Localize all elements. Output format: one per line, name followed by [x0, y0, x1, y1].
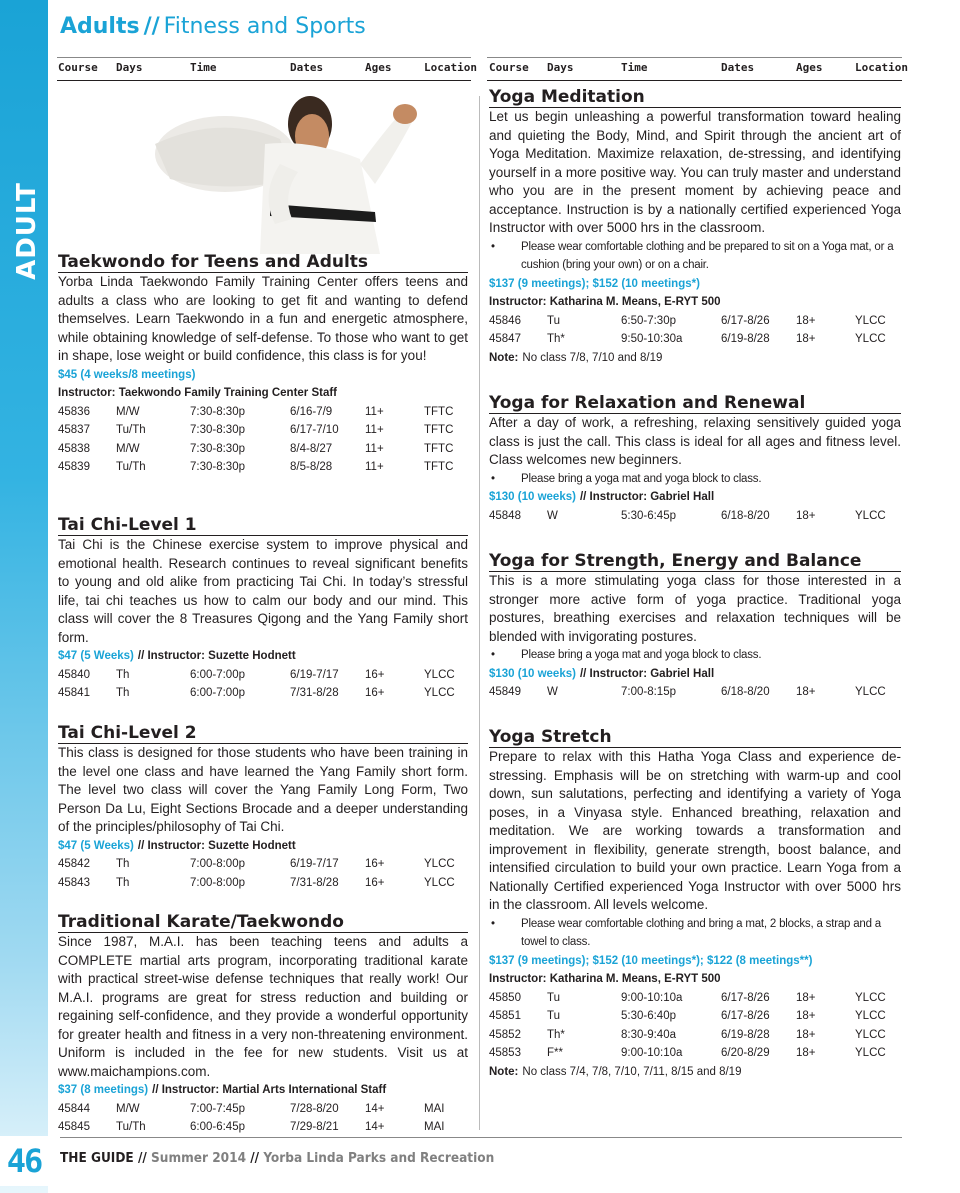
class-fee: [58, 1081, 468, 1100]
class-instructor: // Instructor: Suzette Hodnett: [137, 839, 296, 852]
age-range: 18+: [796, 1047, 816, 1059]
class-dates: 6/19-7/17: [290, 858, 339, 870]
table-row: [58, 666, 468, 685]
class-instructor: // Instructor: Gabriel Hall: [579, 667, 715, 680]
class-instructor: // Instructor: Gabriel Hall: [579, 491, 715, 503]
meeting-days: Th*: [547, 333, 565, 345]
course-number: 45843: [58, 876, 90, 889]
class-time: 7:00-8:00p: [190, 858, 245, 870]
class-fee: [58, 366, 468, 385]
col-ages: Ages: [796, 61, 823, 74]
table-row: [489, 1026, 901, 1045]
col-time: Time: [190, 61, 217, 74]
table-row: [58, 1100, 468, 1119]
class-note: [489, 1063, 901, 1082]
section-tab-label: ADULT: [11, 182, 42, 280]
class-fee: [489, 275, 901, 294]
col-dates: Dates: [721, 61, 755, 74]
class-dates: 6/18-8/20: [721, 686, 770, 698]
age-range: 18+: [796, 314, 816, 327]
location-code: YLCC: [855, 333, 886, 345]
course-number: 45850: [489, 991, 521, 1004]
course-number: 45837: [58, 424, 90, 436]
class-fee: [489, 488, 901, 507]
class-time: 5:30-6:40p: [621, 1010, 676, 1022]
class-listing: [58, 252, 468, 477]
class-time: 7:30-8:30p: [190, 424, 245, 436]
class-fee-amount: $137 (9 meetings); $152 (10 meetings*): [489, 277, 700, 290]
class-fee-amount: $47 (5 Weeks): [58, 650, 134, 662]
page-title-audience: Adults: [60, 14, 140, 39]
class-time: 7:30-8:30p: [190, 442, 245, 455]
col-course: Course: [489, 61, 529, 74]
column-headers-left: [58, 61, 477, 79]
location-code: YLCC: [855, 509, 886, 522]
table-row: [489, 989, 901, 1008]
age-range: 16+: [365, 687, 385, 699]
section-tab: [11, 180, 44, 280]
table-row: [58, 458, 468, 477]
class-time: 7:30-8:30p: [190, 461, 245, 473]
class-title: Yoga for Relaxation and Renewal: [489, 393, 901, 414]
sidebar-band: [0, 0, 48, 1193]
class-listing: [58, 723, 468, 892]
meeting-days: Th: [116, 876, 130, 889]
class-fee-amount: $45 (4 weeks/8 meetings): [58, 368, 196, 381]
age-range: 14+: [365, 1121, 385, 1133]
class-description: Yorba Linda Taekwondo Family Training Center offers teens and adults a class who are looking to get fit and wanting to defend themselves. Learn Taekwondo in a fun and energetic atmosphere, while obtaining knowledge of self-defense. To those who want to get in shape, lose weight or build confidence, this class is for you!: [58, 274, 468, 363]
class-requirement: • Please bring a yoga mat and yoga block to class.: [489, 646, 901, 665]
class-dates: 6/20-8/29: [721, 1047, 770, 1059]
class-listing: [489, 87, 901, 367]
page-number: 46: [6, 1142, 42, 1180]
col-location: Location: [424, 61, 477, 74]
class-description: This class is designed for those students who have been training in the level one class and have learned the Yang Family short form. The level two class will cover the Yang Family Long Form, Two Person Da Lu, Eight Sections Brocade and a deeper understanding of the principles/philosophy of Tai Chi.: [58, 745, 468, 834]
class-instructor: // Instructor: Suzette Hodnett: [137, 650, 296, 662]
class-instructor: Instructor: Taekwondo Family Training Center Staff: [58, 387, 338, 399]
age-range: 18+: [796, 333, 816, 345]
class-description: Let us begin unleashing a powerful transformation toward healing and quieting the Body, Mind, and Spirit through the ancient art of Yoga Meditation. Maximize relaxation, de-stressing, and identifying yourself in a more positive way. You can truly master and understand who you are in the present moment by achieving peace and acceptance. Instruction is by a nationally certified experienced Yoga Instructor with over 5000 hrs in the classroom.: [489, 109, 901, 235]
course-number: 45839: [58, 461, 90, 473]
meeting-days: Tu/Th: [116, 461, 146, 473]
age-range: 18+: [796, 1028, 816, 1041]
page-title-separator: //: [143, 14, 160, 39]
class-instructor: // Instructor: Martial Arts International Staff: [152, 1084, 387, 1096]
class-fee: [58, 647, 468, 666]
table-row: [58, 1118, 468, 1137]
course-number: 45851: [489, 1010, 521, 1022]
course-number: 45848: [489, 509, 521, 522]
class-description: Since 1987, M.A.I. has been teaching teens and adults a COMPLETE martial arts program, incorporating traditional karate with practical street-wise defense techniques that really work! Our M.A.I. programs are great for stress reduction and building or regaining self-confidence, and they provide a wonderful opportunity for greater health and fitness in a very non-threatening environment. Uniform is included in the fee for new students. Visit us at www.maichampions.com.: [58, 934, 468, 1079]
age-range: 14+: [365, 1102, 385, 1115]
header-rule-right: [487, 80, 902, 81]
class-note-text: No class 7/8, 7/10 and 8/19: [522, 351, 663, 364]
meeting-days: W: [547, 686, 558, 698]
class-listing: [58, 912, 468, 1137]
class-title: Tai Chi-Level 1: [58, 515, 468, 536]
table-row: [489, 330, 901, 349]
class-time: 7:00-8:15p: [621, 686, 676, 698]
location-code: YLCC: [424, 876, 455, 889]
table-row: [58, 421, 468, 440]
location-code: YLCC: [855, 1047, 886, 1059]
footer-separator: //: [250, 1150, 260, 1166]
location-code: YLCC: [855, 314, 886, 327]
location-code: TFTC: [424, 424, 454, 436]
class-fee-amount: $37 (8 meetings): [58, 1084, 149, 1096]
class-time: 7:30-8:30p: [190, 405, 245, 418]
class-title: Tai Chi-Level 2: [58, 723, 468, 744]
class-time: 5:30-6:45p: [621, 509, 676, 522]
class-fee: [489, 665, 901, 684]
course-number: 45853: [489, 1047, 521, 1059]
class-dates: 6/18-8/20: [721, 509, 770, 522]
col-location: Location: [855, 61, 908, 74]
table-row: [489, 683, 901, 702]
meeting-days: Tu/Th: [116, 424, 146, 436]
column-headers-right: [489, 61, 908, 79]
meeting-days: Tu: [547, 1010, 560, 1022]
page-number-box: [0, 1136, 48, 1186]
footer-rule: [60, 1137, 902, 1138]
age-range: 16+: [365, 876, 385, 889]
class-dates: 6/17-8/26: [721, 314, 770, 327]
class-dates: 7/31-8/28: [290, 687, 339, 699]
location-code: YLCC: [855, 991, 886, 1004]
age-range: 11+: [365, 461, 384, 473]
age-range: 16+: [365, 858, 385, 870]
class-time: 9:00-10:10a: [621, 1047, 683, 1059]
meeting-days: Tu/Th: [116, 1121, 146, 1133]
footer-guide: THE GUIDE: [60, 1150, 134, 1166]
class-dates: 6/16-7/9: [290, 405, 333, 418]
class-dates: 6/19-8/28: [721, 1028, 770, 1041]
class-listing: [489, 393, 901, 525]
class-fee: [489, 952, 901, 971]
class-title: Yoga Meditation: [489, 87, 901, 108]
class-title: Traditional Karate/Taekwondo: [58, 912, 468, 933]
footer-org: Yorba Linda Parks and Recreation: [263, 1150, 495, 1166]
course-number: 45852: [489, 1028, 521, 1041]
class-dates: 8/5-8/28: [290, 461, 333, 473]
class-instructor: Instructor: Katharina M. Means, E-RYT 500: [489, 296, 721, 308]
class-description: Tai Chi is the Chinese exercise system to improve physical and emotional health. Research continues to reveal significant benefits to young and old alike from practicing Tai Chi. In today’s stressful life, tai chi teaches us how to calm our body and our mind. This class will cover the 8 Treasures Qigong and the Yang Family short form.: [58, 537, 468, 645]
class-description: This is a more stimulating yoga class for those interested in a stronger more active form of yoga practice. Traditional yoga postures, breathing exercises and relaxation techniques will be blended with invigorating postures.: [489, 573, 901, 644]
location-code: YLCC: [424, 668, 455, 681]
class-description: After a day of work, a refreshing, relaxing sensitively guided yoga class is just the call. This class is ideal for all ages and fitness level. Class welcomes new beginners.: [489, 415, 901, 467]
age-range: 16+: [365, 668, 385, 681]
class-fee-amount: $130 (10 weeks): [489, 491, 576, 503]
class-requirement: • Please wear comfortable clothing and bring a mat, 2 blocks, a strap and a towel to class.: [489, 915, 901, 952]
meeting-days: W: [547, 509, 558, 522]
col-days: Days: [547, 61, 574, 74]
meeting-days: Th: [116, 858, 130, 870]
table-row: [489, 1044, 901, 1063]
col-days: Days: [116, 61, 143, 74]
class-requirement: • Please bring a yoga mat and yoga block to class.: [489, 470, 901, 489]
class-time: 6:00-6:45p: [190, 1121, 245, 1133]
course-number: 45846: [489, 314, 521, 327]
class-note-label: Note:: [489, 1065, 519, 1078]
class-time: 6:50-7:30p: [621, 314, 676, 327]
location-code: TFTC: [424, 461, 454, 473]
table-row: [489, 312, 901, 331]
class-dates: 7/29-8/21: [290, 1121, 339, 1133]
photo-illustration: [60, 84, 466, 254]
table-row: [58, 874, 468, 893]
age-range: 11+: [365, 405, 384, 418]
meeting-days: M/W: [116, 442, 140, 455]
class-time: 6:00-7:00p: [190, 687, 245, 699]
table-row: [58, 403, 468, 422]
class-dates: 6/19-8/28: [721, 333, 770, 345]
course-number: 45844: [58, 1102, 90, 1115]
class-listing: [489, 727, 901, 1081]
age-range: 18+: [796, 1010, 816, 1022]
meeting-days: F**: [547, 1047, 563, 1059]
age-range: 11+: [365, 424, 384, 436]
location-code: YLCC: [424, 858, 455, 870]
class-title: Yoga Stretch: [489, 727, 901, 748]
meeting-days: Th: [116, 668, 130, 681]
location-code: MAI: [424, 1121, 445, 1133]
class-note: [489, 349, 901, 368]
top-rule-right: [487, 57, 902, 58]
meeting-days: Th: [116, 687, 130, 699]
class-title: Yoga for Strength, Energy and Balance: [489, 551, 901, 572]
course-number: 45847: [489, 333, 521, 345]
meeting-days: M/W: [116, 405, 140, 418]
class-time: 8:30-9:40a: [621, 1028, 676, 1041]
table-row: [58, 440, 468, 459]
location-code: YLCC: [424, 687, 455, 699]
class-dates: 6/19-7/17: [290, 668, 339, 681]
class-time: 7:00-7:45p: [190, 1102, 245, 1115]
location-code: YLCC: [855, 1028, 886, 1041]
col-dates: Dates: [290, 61, 324, 74]
class-dates: 6/17-8/26: [721, 1010, 770, 1022]
footer-season: Summer 2014: [151, 1150, 247, 1166]
class-requirement: • Please wear comfortable clothing and be prepared to sit on a Yoga mat, or a cushion (bring your own) or on a chair.: [489, 238, 901, 275]
course-number: 45841: [58, 687, 90, 699]
class-dates: 6/17-8/26: [721, 991, 770, 1004]
col-time: Time: [621, 61, 648, 74]
location-code: TFTC: [424, 405, 454, 418]
course-number: 45845: [58, 1121, 90, 1133]
class-dates: 7/31-8/28: [290, 876, 339, 889]
page-title-category: Fitness and Sports: [163, 14, 366, 39]
course-number: 45836: [58, 405, 90, 418]
class-note-label: Note:: [489, 351, 519, 364]
class-fee: [58, 837, 468, 856]
location-code: MAI: [424, 1102, 445, 1115]
martial-arts-photo: [60, 84, 466, 254]
meeting-days: Tu: [547, 991, 560, 1004]
table-row: [58, 855, 468, 874]
class-description: Prepare to relax with this Hatha Yoga Class and experience de-stressing. Emphasis will be on stretching with warm-up and cool down, sun salutations, perfecting and identifying a variety of Yoga poses, in a Vinyasa style. Enhanced breathing, relaxation and meditation. We are working towards a transformation and improvement in flexibility, generate strength, boost balance, and intensified circulation to build your own practice. Learn Yoga from a Nationally Certified experienced Yoga Instructor with over 5000 hrs in the classroom. All levels welcome.: [489, 749, 901, 912]
course-number: 45840: [58, 668, 90, 681]
class-instructor: Instructor: Katharina M. Means, E-RYT 500: [489, 973, 721, 985]
age-range: 18+: [796, 686, 816, 698]
class-fee-amount: $137 (9 meetings); $152 (10 meetings*); $122 (8 meetings**): [489, 954, 813, 967]
col-ages: Ages: [365, 61, 392, 74]
table-row: [489, 507, 901, 526]
top-rule-left: [57, 57, 471, 58]
page-title: [60, 14, 366, 39]
class-listing: [58, 515, 468, 703]
class-time: 9:50-10:30a: [621, 333, 683, 345]
location-code: YLCC: [855, 686, 886, 698]
class-listing: [489, 551, 901, 702]
class-time: 7:00-8:00p: [190, 876, 245, 889]
class-dates: 6/17-7/10: [290, 424, 339, 436]
age-range: 11+: [365, 442, 384, 455]
table-row: [58, 684, 468, 703]
meeting-days: Th*: [547, 1028, 565, 1041]
class-fee-amount: $130 (10 weeks): [489, 667, 576, 680]
column-divider: [479, 96, 480, 1130]
class-note-text: No class 7/4, 7/8, 7/10, 7/11, 8/15 and 8/19: [522, 1065, 742, 1078]
class-time: 6:00-7:00p: [190, 668, 245, 681]
header-rule-left: [57, 80, 471, 81]
class-fee-amount: $47 (5 Weeks): [58, 839, 134, 852]
age-range: 18+: [796, 509, 816, 522]
class-dates: 7/28-8/20: [290, 1102, 339, 1115]
meeting-days: M/W: [116, 1102, 140, 1115]
course-number: 45838: [58, 442, 90, 455]
course-number: 45842: [58, 858, 90, 870]
location-code: TFTC: [424, 442, 454, 455]
table-row: [489, 1007, 901, 1026]
age-range: 18+: [796, 991, 816, 1004]
location-code: YLCC: [855, 1010, 886, 1022]
footer-separator: //: [137, 1150, 147, 1166]
footer: [60, 1150, 494, 1166]
class-title: Taekwondo for Teens and Adults: [58, 252, 468, 273]
course-number: 45849: [489, 686, 521, 698]
col-course: Course: [58, 61, 98, 74]
class-dates: 8/4-8/27: [290, 442, 333, 455]
meeting-days: Tu: [547, 314, 560, 327]
class-time: 9:00-10:10a: [621, 991, 683, 1004]
